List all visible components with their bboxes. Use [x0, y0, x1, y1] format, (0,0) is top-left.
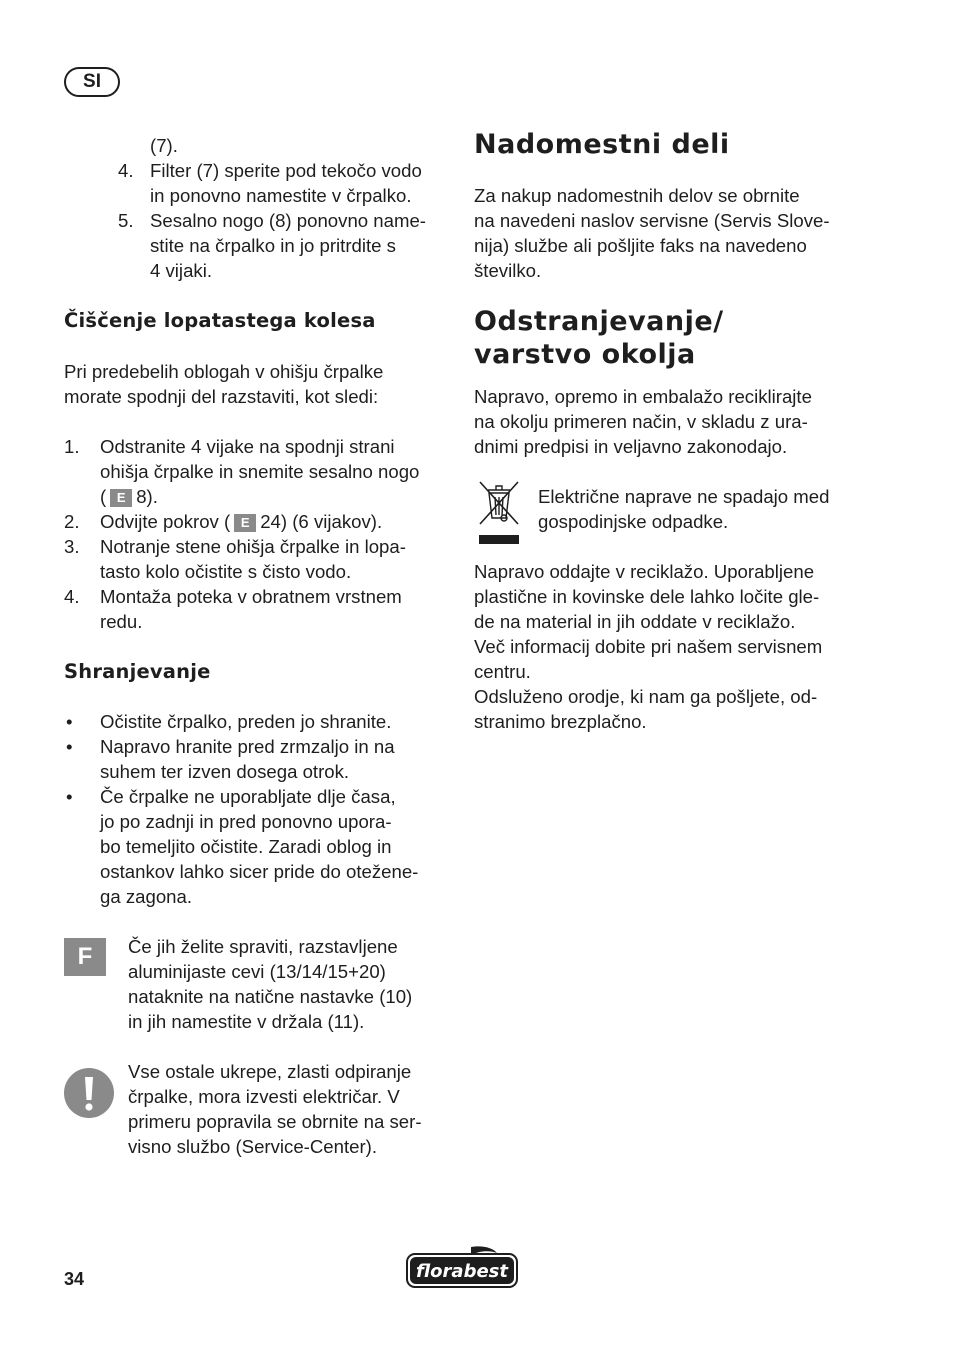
- language-badge: SI: [64, 67, 120, 97]
- note-f-badge: F: [64, 938, 106, 976]
- brand-logo-text: florabest: [416, 1261, 508, 1282]
- impeller-intro: Pri predebelih oblogah v ohišju črpalke morate spodnji del razstaviti, kot sledi:: [64, 361, 384, 407]
- disposal-outro: Napravo oddajte v reciklažo. Uporabljene plastične in kovinske dele lahko ločite gle- de na material in jih oddate v reciklažo. Več informacij dobite pri našem servisnem centru. Odsluženo orodje, ki nam ga pošljete, od- stranimo brezplačno.: [474, 561, 823, 732]
- crossed-out-bin-icon: [474, 476, 524, 548]
- list-item: 4. Montaža poteka v obratnem vrstnem redu.: [64, 586, 402, 632]
- spare-parts-heading: Nadomestni deli: [474, 129, 730, 160]
- exclamation-icon: [64, 1068, 114, 1118]
- storage-note: Če jih želite spraviti, razstavljene aluminijaste cevi (13/14/15+20) nataknite na natične nastavke (10) in jih namestite v držala (11).: [128, 936, 413, 1032]
- storage-heading: Shranjevanje: [64, 660, 211, 683]
- filter-steps-list: [118, 158, 458, 283]
- storage-list: [64, 709, 452, 909]
- continuation-text: (7).: [150, 135, 178, 156]
- list-item: 3. Notranje stene ohišja črpalke in lopa- tasto kolo očistite s čisto vodo.: [64, 536, 406, 582]
- list-item: 2. Odvijte pokrov ( E 24) (6 vijakov).: [64, 511, 383, 532]
- impeller-steps-list: [64, 434, 452, 634]
- weee-notice: Električne naprave ne spadajo med gospodinjske odpadke.: [538, 486, 830, 532]
- list-item: • Napravo hranite pred zrmzaljo in na suhem ter izven dosega otrok.: [66, 736, 395, 782]
- disposal-intro: Napravo, opremo in embalažo reciklirajte na okolju primeren način, v skladu z ura- dnimi predpisi in veljavno zakonodajo.: [474, 386, 812, 457]
- list-item: • Če črpalke ne uporabljate dlje časa, jo po zadnji in pred ponovno upora- bo temeljito očistite. Zaradi oblog in ostankov lahko sicer pride do otežene- ga zagona.: [66, 786, 419, 907]
- impeller-heading: Čiščenje lopatastega kolesa: [64, 309, 376, 332]
- disposal-heading: Odstranjevanje/ varstvo okolja: [474, 306, 724, 370]
- list-item: • Očistite črpalko, preden jo shranite.: [66, 711, 392, 732]
- list-item: 1. Odstranite 4 vijake na spodnji strani ohišja črpalke in snemite sesalno nogo ( E 8).: [64, 436, 420, 507]
- warning-note: Vse ostale ukrepe, zlasti odpiranje črpalke, mora izvesti električar. V primeru popravila se obrnite na ser- visno službo (Service-Center).: [128, 1061, 422, 1157]
- brand-logo: [405, 1244, 519, 1290]
- figure-ref-badge: E: [234, 514, 256, 532]
- figure-ref-badge: E: [110, 489, 132, 507]
- list-item: 4. Filter (7) sperite pod tekočo vodo in ponovno namestite v črpalko.: [118, 160, 422, 206]
- spare-parts-text: Za nakup nadomestnih delov se obrnite na navedeni naslov servisne (Servis Slove- nija) službe ali pošljite faks na navedeno številko.: [474, 185, 830, 281]
- list-item: 5. Sesalno nogo (8) ponovno name- stite na črpalko in jo pritrdite s 4 vijaki.: [118, 210, 426, 281]
- page-number: 34: [64, 1269, 85, 1289]
